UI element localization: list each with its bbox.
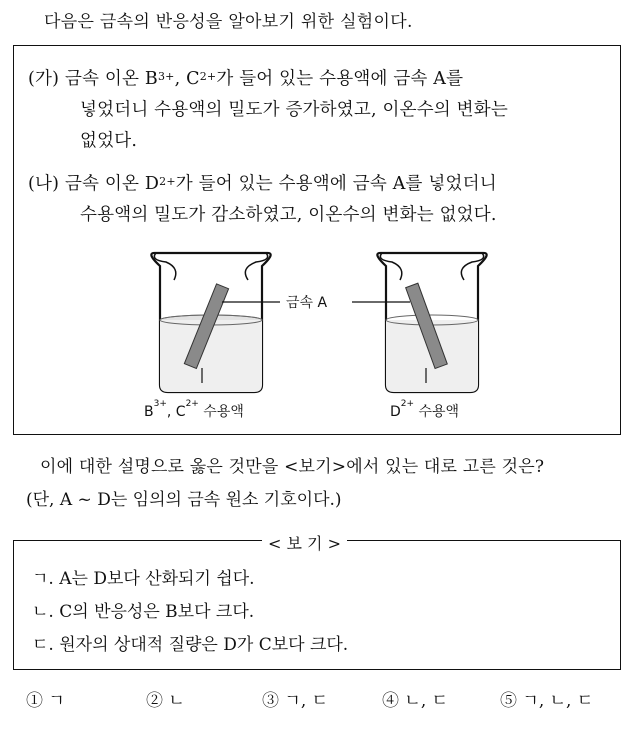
bogi-item-2: ㄴ. C의 반응성은 B보다 크다. [32, 602, 255, 622]
choice-2[interactable]: ② ㄴ [146, 691, 185, 711]
ga-line3: 없었다. [80, 131, 138, 151]
left-sup1: 3+ [153, 399, 167, 409]
bogi-item-1: ㄱ. A는 D보다 산화되기 쉽다. [32, 569, 255, 589]
left-sup2: 2+ [185, 399, 199, 409]
left-ion-b: B [144, 404, 154, 420]
choice-5[interactable]: ⑤ ㄱ, ㄴ, ㄷ [500, 691, 594, 711]
bogi-title: < 보 기 > [262, 531, 347, 554]
left-ion-c: , C [166, 404, 186, 420]
right-beaker [377, 253, 486, 392]
experiment-ga [28, 64, 508, 157]
bogi-item-3: ㄷ. 원자의 상대적 질량은 D가 C보다 크다. [32, 635, 349, 655]
left-beaker [151, 253, 270, 392]
choice-4[interactable]: ④ ㄴ, ㄷ [382, 691, 449, 711]
left-solution-label [144, 401, 244, 421]
na-sup1: 2+ [159, 175, 176, 188]
choice-1[interactable]: ① ㄱ [26, 691, 65, 711]
right-sup: 2+ [400, 399, 415, 409]
na-marker: (나) [28, 174, 60, 194]
ga-line1-c: 가 들어 있는 수용액에 금속 A를 [216, 69, 464, 89]
na-line2: 수용액의 밀도가 감소하였고, 이온수의 변화는 없었다. [80, 205, 497, 225]
right-ion-d: D [390, 404, 401, 420]
metal-a-label: 금속 A [286, 295, 328, 311]
ga-line2: 넣었더니 수용액의 밀도가 증가하였고, 이온수의 변화는 [80, 100, 508, 120]
intro-text: 다음은 금속의 반응성을 알아보기 위한 실험이다. [44, 12, 413, 32]
experiment-na [28, 169, 497, 231]
na-line1-b: 가 들어 있는 수용액에 금속 A를 넣었더니 [175, 174, 497, 194]
na-line1-a: 금속 이온 D [64, 174, 160, 194]
ga-marker: (가) [28, 69, 60, 89]
ga-sup1: 3+ [157, 70, 175, 83]
choice-3[interactable]: ③ ㄱ, ㄷ [262, 691, 329, 711]
right-solution-word: 수용액 [414, 404, 460, 420]
question-line2: (단, A ~ D는 임의의 금속 원소 기호이다.) [26, 490, 342, 510]
beaker-figure [140, 248, 500, 398]
ga-sup2: 2+ [199, 70, 217, 83]
question-line1: 이에 대한 설명으로 옳은 것만을 <보기>에서 있는 대로 고른 것은? [40, 457, 545, 477]
right-solution-label [390, 401, 459, 421]
left-solution-word: 수용액 [198, 404, 244, 420]
ga-line1-a: 금속 이온 B [64, 69, 158, 89]
ga-line1-b: , C [174, 69, 200, 89]
